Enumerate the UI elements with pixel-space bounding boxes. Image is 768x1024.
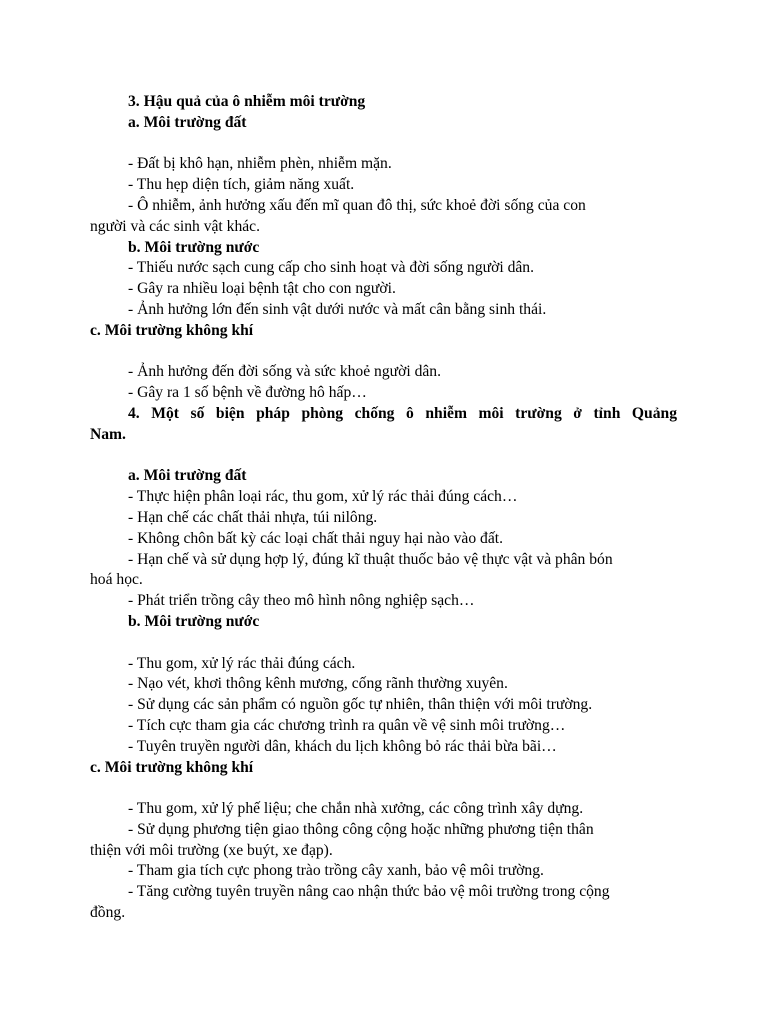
- list-item: - Đất bị khô hạn, nhiễm phèn, nhiễm mặn.: [128, 155, 392, 173]
- list-item-continuation: hoá học.: [90, 571, 143, 589]
- section-3-heading: 3. Hậu quả của ô nhiễm môi trường: [128, 93, 366, 110]
- list-item: - Thu hẹp diện tích, giảm năng xuất.: [128, 176, 355, 194]
- list-item: - Tuyên truyền người dân, khách du lịch không bỏ rác thải bừa bãi…: [128, 737, 557, 755]
- section-3c-heading: c. Môi trường không khí: [90, 321, 254, 339]
- list-item: - Tăng cường tuyên truyền nâng cao nhận thức bảo vệ môi trường trong cộng: [128, 883, 610, 901]
- list-item: - Ô nhiễm, ảnh hưởng xấu đến mĩ quan đô thị, sức khoẻ đời sống của con: [128, 196, 586, 214]
- section-4-heading: 4. Một số biện pháp phòng chống ô nhiễm môi trường ở tỉnh Quảng: [128, 404, 677, 422]
- list-item: - Thiếu nước sạch cung cấp cho sinh hoạt và đời sống người dân.: [128, 259, 534, 277]
- section-3a-heading: a. Môi trường đất: [128, 113, 247, 131]
- list-item: - Ảnh hưởng đến đời sống và sức khoẻ người dân.: [128, 363, 441, 381]
- list-item: - Ảnh hưởng lớn đến sinh vật dưới nước và mất cân bằng sinh thái.: [128, 300, 547, 318]
- list-item: - Hạn chế và sử dụng hợp lý, đúng kĩ thuật thuốc bảo vệ thực vật và phân bón: [128, 550, 613, 568]
- list-item: - Nạo vét, khơi thông kênh mương, cống rãnh thường xuyên.: [128, 675, 508, 693]
- list-item: - Sử dụng các sản phẩm có nguồn gốc tự nhiên, thân thiện với môi trường.: [128, 696, 593, 714]
- document-page: [90, 92, 677, 924]
- list-item: - Hạn chế các chất thải nhựa, túi nilông.: [128, 508, 378, 526]
- spacer: [90, 342, 677, 363]
- list-item: - Phát triển trồng cây theo mô hình nông nghiệp sạch…: [128, 592, 475, 610]
- list-item-continuation: đồng.: [90, 904, 126, 922]
- list-item: - Gây ra 1 số bệnh về đường hô hấp…: [128, 384, 367, 402]
- spacer: [90, 134, 677, 155]
- spacer: [90, 446, 677, 467]
- list-item: - Thực hiện phân loại rác, thu gom, xử lý rác thải đúng cách…: [128, 488, 518, 506]
- list-item: - Không chôn bất kỳ các loại chất thải nguy hại nào vào đất.: [128, 529, 503, 547]
- section-3b-heading: b. Môi trường nước: [128, 238, 260, 256]
- section-4b-heading: b. Môi trường nước: [128, 612, 260, 630]
- list-item: - Thu gom, xử lý rác thải đúng cách.: [128, 654, 356, 672]
- spacer: [90, 633, 677, 654]
- list-item: - Tích cực tham gia các chương trình ra quân về vệ sinh môi trường…: [128, 716, 566, 734]
- section-4a-heading: a. Môi trường đất: [128, 467, 247, 485]
- section-4c-heading: c. Môi trường không khí: [90, 758, 254, 776]
- list-item: - Thu gom, xử lý phế liệu; che chắn nhà xưởng, các công trình xây dựng.: [128, 800, 584, 818]
- section-4-heading-continuation: Nam.: [90, 425, 126, 443]
- list-item: - Gây ra nhiều loại bệnh tật cho con người.: [128, 280, 396, 298]
- list-item-continuation: thiện với môi trường (xe buýt, xe đạp).: [90, 841, 333, 859]
- spacer: [90, 778, 677, 799]
- list-item: - Sử dụng phương tiện giao thông công cộng hoặc những phương tiện thân: [128, 820, 594, 838]
- list-item-continuation: người và các sinh vật khác.: [90, 217, 260, 235]
- list-item: - Tham gia tích cực phong trào trồng cây xanh, bảo vệ môi trường.: [128, 862, 544, 880]
